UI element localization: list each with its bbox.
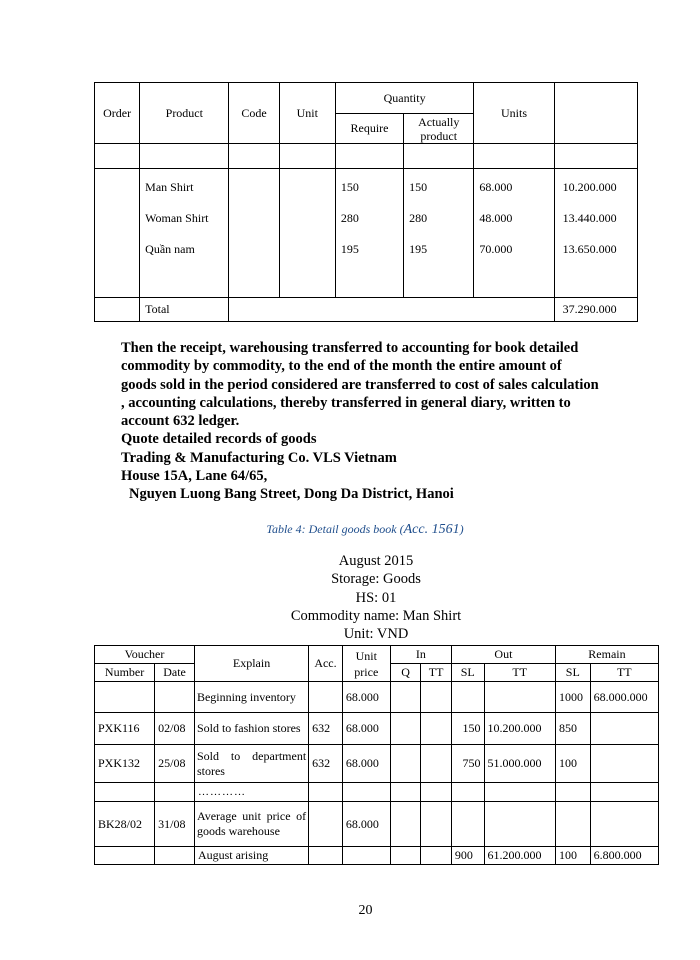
total-value: 37.290.000 (554, 298, 637, 322)
table-row: ………… (95, 783, 659, 802)
page-number: 20 (358, 903, 373, 918)
total-label: Total (140, 298, 229, 322)
header-explain: Explain (194, 646, 308, 682)
total-row (95, 298, 638, 322)
header-remain: Remain (555, 646, 658, 664)
header-quantity: Quantity (335, 83, 474, 114)
header-remain-sl: SL (555, 664, 590, 682)
heading-unit: Unit: VND (343, 626, 409, 643)
heading-commodity: Commodity name: Man Shirt (290, 607, 462, 624)
summary-remain-sl: 100 (555, 847, 590, 865)
header-out-tt: TT (484, 664, 555, 682)
table-row (95, 169, 638, 298)
product-column: Man Shirt Woman Shirt Quần nam (140, 169, 229, 298)
header-remain-tt: TT (590, 664, 658, 682)
table-caption: Table 4: Detail goods book (Acc. 1561) (266, 522, 464, 537)
header-require: Require (335, 114, 403, 144)
header-code: Code (229, 83, 279, 144)
header-out: Out (451, 646, 555, 664)
summary-label: August arising (194, 847, 308, 865)
header-amount (554, 83, 637, 144)
header-product: Product (140, 83, 229, 144)
goods-book-heading (0, 552, 700, 643)
table-row: PXK132 25/08 Sold to department stores 632 68.000 750 51.000.000 100 (95, 745, 659, 783)
amount-column: 10.200.000 13.440.000 13.650.000 (554, 169, 637, 298)
heading-period: August 2015 (338, 553, 414, 569)
table-row: Beginning inventory 68.000 1000 68.000.000 (95, 682, 659, 713)
heading-storage: Storage: Goods (331, 571, 421, 588)
summary-out-sl: 900 (451, 847, 484, 865)
detail-goods-book-table (94, 645, 659, 865)
header-order: Order (95, 83, 140, 144)
table-row: PXK116 02/08 Sold to fashion stores 632 68.000 150 10.200.000 850 (95, 713, 659, 745)
summary-row (95, 847, 659, 865)
heading-hs: HS: 01 (355, 589, 397, 606)
product-quantity-table (94, 82, 638, 322)
header-acc: Acc. (309, 646, 343, 682)
header-units: Units (474, 83, 554, 144)
table-row: BK28/02 31/08 Average unit price of goods warehouse 68.000 (95, 802, 659, 847)
actual-column: 150 280 195 (404, 169, 474, 298)
header-actually-product: Actually product (404, 114, 474, 144)
header-voucher: Voucher (95, 646, 195, 664)
header-in-q: Q (390, 664, 421, 682)
body-paragraph: Then the receipt, warehousing transferred to accounting for book detailed commodity by commodity, to the end of the month the entire amount of goods sold in the period considered are transferred to cost of sales calculation , accounting calculations, thereby transferred in general diary, written to account 632 ledger. Quote detailed records of goods Trading & Manufacturing Co. VLS Vietnam House 15A, Lane 64/65, Nguyen Luong Bang Street, Dong Da District, Hanoi (121, 340, 599, 503)
require-column: 150 280 195 (335, 169, 403, 298)
header-date: Date (155, 664, 195, 682)
header-in-tt: TT (421, 664, 452, 682)
summary-remain-tt: 6.800.000 (590, 847, 658, 865)
header-unit-price: Unit price (342, 646, 390, 682)
summary-out-tt: 61.200.000 (484, 847, 555, 865)
header-in: In (390, 646, 451, 664)
header-out-sl: SL (451, 664, 484, 682)
header-number: Number (95, 664, 155, 682)
header-unit: Unit (279, 83, 335, 144)
units-column: 68.000 48.000 70.000 (474, 169, 554, 298)
